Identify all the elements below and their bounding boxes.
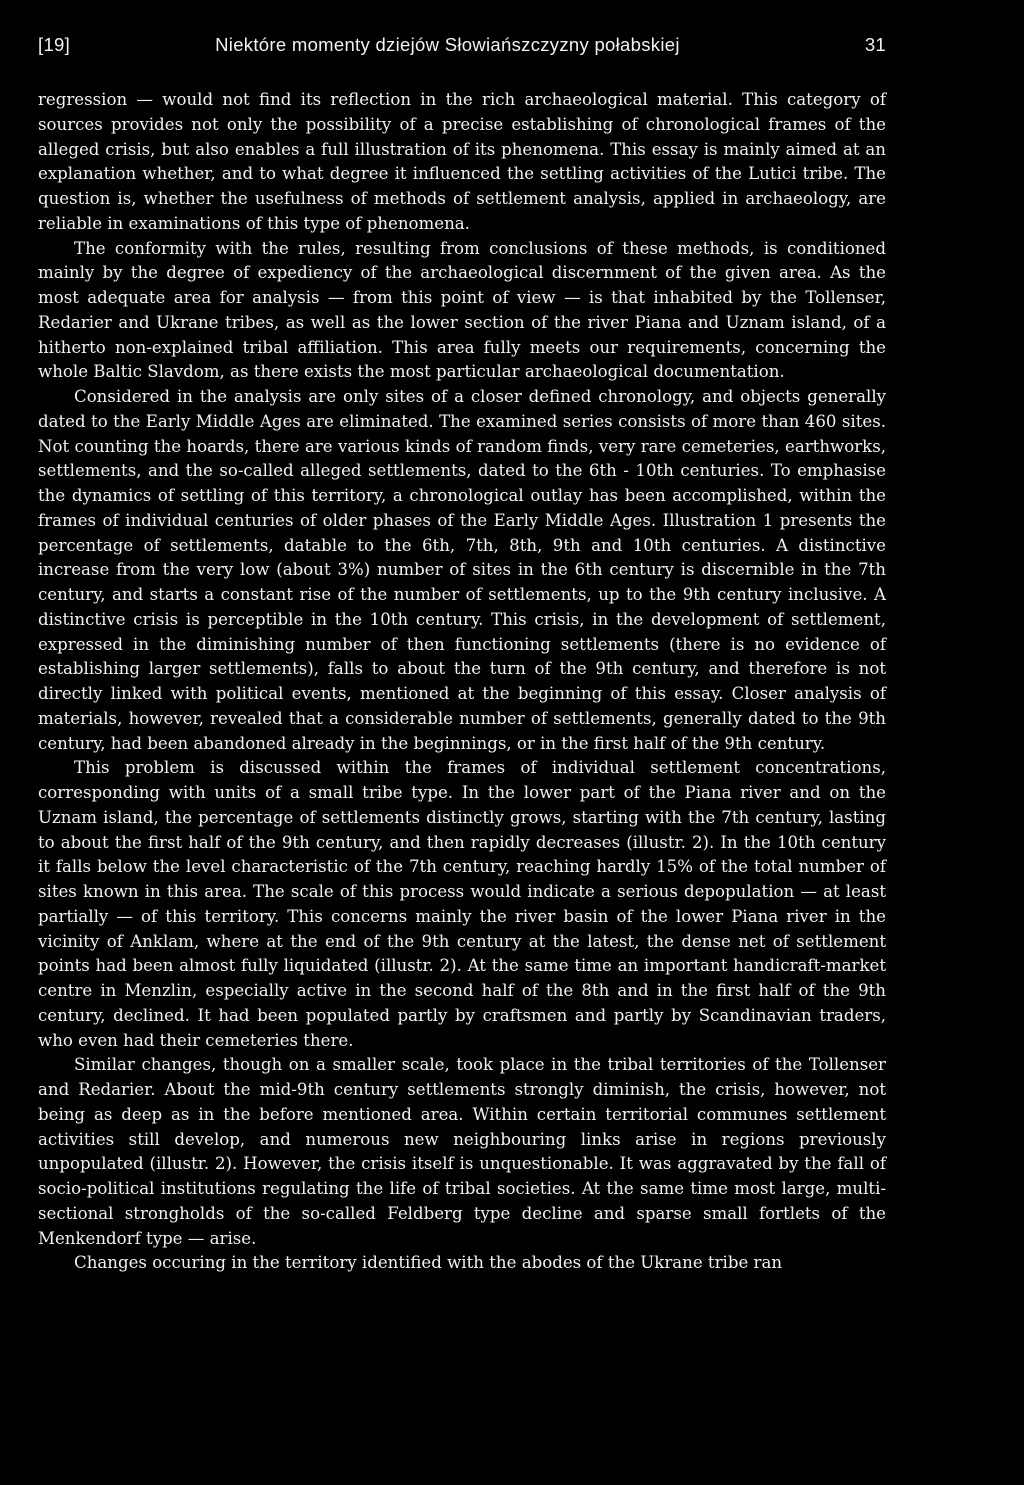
paragraph: Changes occuring in the territory identified with the abodes of the Ukrane tribe ran (74, 1253, 783, 1273)
document-page (38, 34, 886, 1276)
page-number: 31 (864, 34, 886, 55)
paragraph: regression — would not find its reflection in the rich archaeological material. This category of sources provides not only the possibility of a precise establishing of chronological frames of the alleged crisis, but also enables a full illustration of its phenomena. This essay is mainly aimed at an explanation whether, and to what degree it influenced the settling activities of the Lutici tribe. The question is, whether the usefulness of methods of settlement analysis, applied in archaeology, are reliable in examinations of this type of phenomena. (38, 90, 886, 233)
running-head (38, 34, 886, 60)
paragraph: The conformity with the rules, resulting from conclusions of these methods, is conditioned mainly by the degree of expediency of the archaeological discernment of the given area. As the most adequate area for analysis — from this point of view — is that inhabited by the Tollenser, Redarier and Ukrane tribes, as well as the lower section of the river Piana and Uznam island, of a hitherto non-explained tribal affiliation. This area fully meets our requirements, concerning the whole Baltic Slavdom, as there exists the most particular archaeological documentation. (38, 238, 886, 382)
paragraph: Considered in the analysis are only sites of a closer defined chronology, and objects generally dated to the Early Middle Ages are eliminated. The examined series consists of more than 460 sites. Not counting the hoards, there are various kinds of random finds, very rare cemeteries, earthworks, settlements, and the so-called alleged settlements, dated to the 6th - 10th centuries. To emphasise the dynamics of settling of this territory, a chronological outlay has been accomplished, within the frames of individual centuries of older phases of the Early Middle Ages. Illustration 1 presents the percentage of settlements, datable to the 6th, 7th, 8th, 9th and 10th centuries. A distinctive increase from the very low (about 3%) number of sites in the 6th century is discernible in the 7th century, and starts a constant rise of the number of settlements, up to the 9th century inclusive. A distinctive crisis is perceptible in the 10th century. This crisis, in the development of settlement, expressed in the diminishing number of then functioning settlements (there is no evidence of establishing larger settlements), falls to about the turn of the 9th century, and therefore is not directly linked with political events, mentioned at the beginning of this essay. Closer analysis of materials, however, revealed that a considerable number of settlements, generally dated to the 9th century, had been abandoned already in the beginnings, or in the first half of the 9th century. (38, 387, 886, 753)
running-title: Niektóre momenty dziejów Słowiańszczyzny połabskiej (215, 34, 680, 55)
paragraph: Similar changes, though on a smaller scale, took place in the tribal territories of the Tollenser and Redarier. About the mid-9th century settlements strongly diminish, the crisis, however, not being as deep as in the before mentioned area. Within certain territorial communes settlement activities still develop, and numerous new neighbouring links arise in regions previously unpopulated (illustr. 2). However, the crisis itself is unquestionable. It was aggravated by the fall of socio-political institutions regulating the life of tribal societies. At the same time most large, multi-sectional strongholds of the so-called Feldberg type decline and sparse small fortlets of the Menkendorf type — arise. (38, 1055, 886, 1248)
body-text (38, 88, 886, 1276)
paragraph: This problem is discussed within the frames of individual settlement concentrations, corresponding with units of a small tribe type. In the lower part of the Piana river and on the Uznam island, the percentage of settlements distinctly grows, starting with the 7th century, lasting to about the first half of the 9th century, and then rapidly decreases (illustr. 2). In the 10th century it falls below the level characteristic of the 7th century, reaching hardly 15% of the total number of sites known in this area. The scale of this process would indicate a serious depopulation — at least partially — of this territory. This concerns mainly the river basin of the lower Piana river in the vicinity of Anklam, where at the end of the 9th century at the latest, the dense net of settlement points had been almost fully liquidated (illustr. 2). At the same time an important handicraft-market centre in Menzlin, especially active in the second half of the 8th and in the first half of the 9th century, declined. It had been populated partly by craftsmen and partly by Scandinavian traders, who even had their cemeteries there. (38, 758, 886, 1050)
chapter-marker: [19] (38, 34, 71, 55)
